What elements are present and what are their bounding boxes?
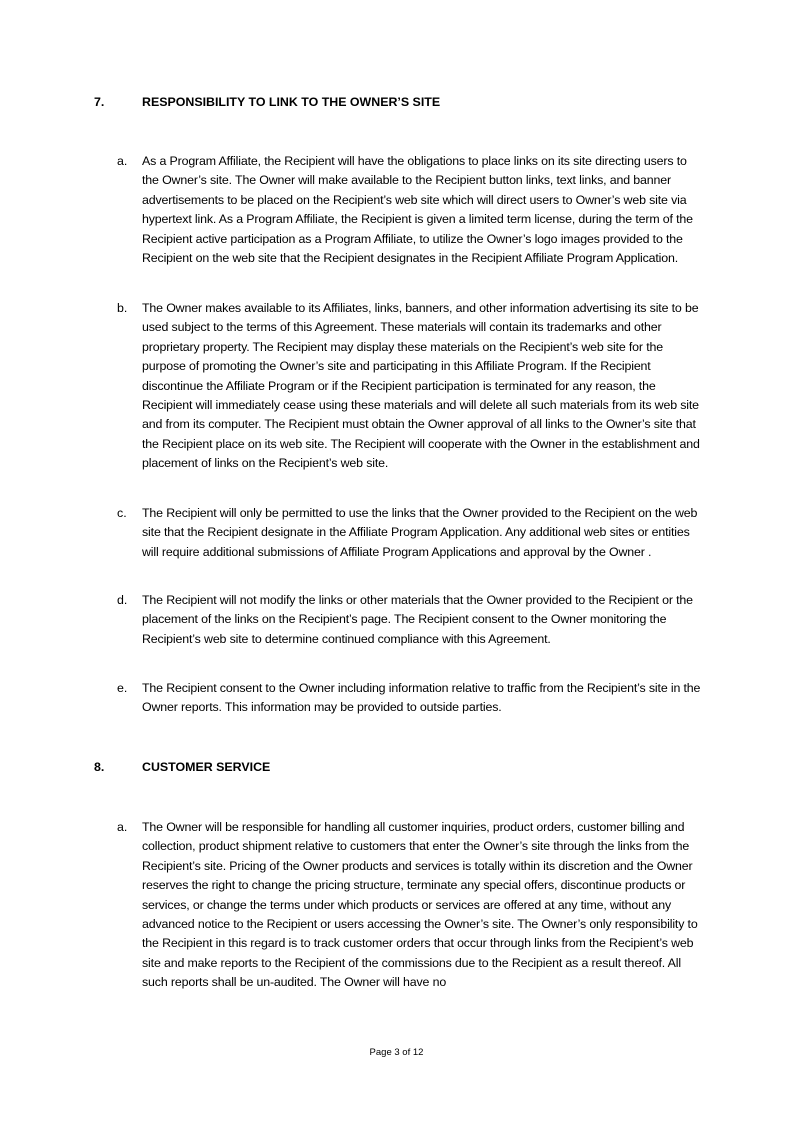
section-heading-7 — [94, 93, 440, 112]
clause-text: The Recipient will only be permitted to use the links that the Owner provided to the Recipient on the web site that the Recipient designate in the Affiliate Program Application. Any additional web sites or entities will require additional submissions of Affiliate Program Applications and approval by the Owner . — [142, 506, 698, 559]
section-number: 7. — [94, 95, 105, 109]
clause-7b — [117, 299, 707, 474]
clause-text: The Recipient will not modify the links or other materials that the Owner provided to the Recipient or the placement of the links on the Recipient’s page. The Recipient consent to the Owner monitoring the Recipient’s web site to determine continued compliance with this Agreement. — [142, 593, 693, 646]
clause-text: The Owner makes available to its Affiliates, links, banners, and other information advertising its site to be used subject to the terms of this Agreement. These materials will contain its trademarks and other proprietary property. The Recipient may display these materials on the Recipient’s web site for the purpose of promoting the Owner’s site and participating in this Affiliate Program. If the Recipient discontinue the Affiliate Program or if the Recipient participation is terminated for any reason, the Recipient will immediately cease using these materials and will delete all such materials from its web site and from its computer. The Recipient must obtain the Owner approval of all links to the Owner’s site that the Recipient place on its web site. The Recipient will cooperate with the Owner in the establishment and placement of links on the Recipient’s web site. — [142, 301, 700, 471]
section-heading-8 — [94, 758, 270, 777]
clause-text: As a Program Affiliate, the Recipient will have the obligations to place links on its site directing users to the Owner’s site. The Owner will make available to the Recipient button links, text links, and banner advertisements to be placed on the Recipient’s web site which will direct users to Owner’s web site via hypertext link. As a Program Affiliate, the Recipient is given a limited term license, during the term of the Recipient active participation as a Program Affiliate, to utilize the Owner’s logo images provided to the Recipient on the web site that the Recipient designates in the Recipient Affiliate Program Application. — [142, 154, 693, 266]
clause-letter: b. — [117, 301, 128, 315]
clause-letter: d. — [117, 593, 128, 607]
section-number: 8. — [94, 760, 105, 774]
clause-letter: c. — [117, 506, 127, 520]
page-number-footer: Page 3 of 12 — [369, 1047, 424, 1058]
section-title: CUSTOMER SERVICE — [142, 760, 271, 774]
clause-letter: a. — [117, 154, 128, 168]
clause-text: The Recipient consent to the Owner including information relative to traffic from the Recipient’s site in the Owner reports. This information may be provided to outside parties. — [142, 681, 701, 715]
clause-letter: a. — [117, 820, 128, 834]
section-title: RESPONSIBILITY TO LINK TO THE OWNER’S SITE — [142, 95, 441, 109]
clause-text: The Owner will be responsible for handling all customer inquiries, product orders, customer billing and collection, product shipment relative to customers that enter the Owner’s site through the links from the Recipient’s site. Pricing of the Owner products and services is totally within its discretion and the Owner reserves the right to change the pricing structure, terminate any special offers, discontinue products or services, or change the terms under which products or services are offered at any time, without any advanced notice to the Recipient or users accessing the Owner’s site. The Owner’s only responsibility to the Recipient in this regard is to track customer orders that occur through links from the Recipient’s web site and make reports to the Recipient of the commissions due to the Recipient as a result thereof. All such reports shall be un-audited. The Owner will have no — [142, 820, 698, 990]
clause-letter: e. — [117, 681, 128, 695]
clause-7e — [117, 679, 707, 718]
clause-7d — [117, 591, 707, 649]
clause-7a — [117, 152, 707, 268]
clause-7c — [117, 504, 707, 562]
clause-8a — [117, 818, 707, 993]
